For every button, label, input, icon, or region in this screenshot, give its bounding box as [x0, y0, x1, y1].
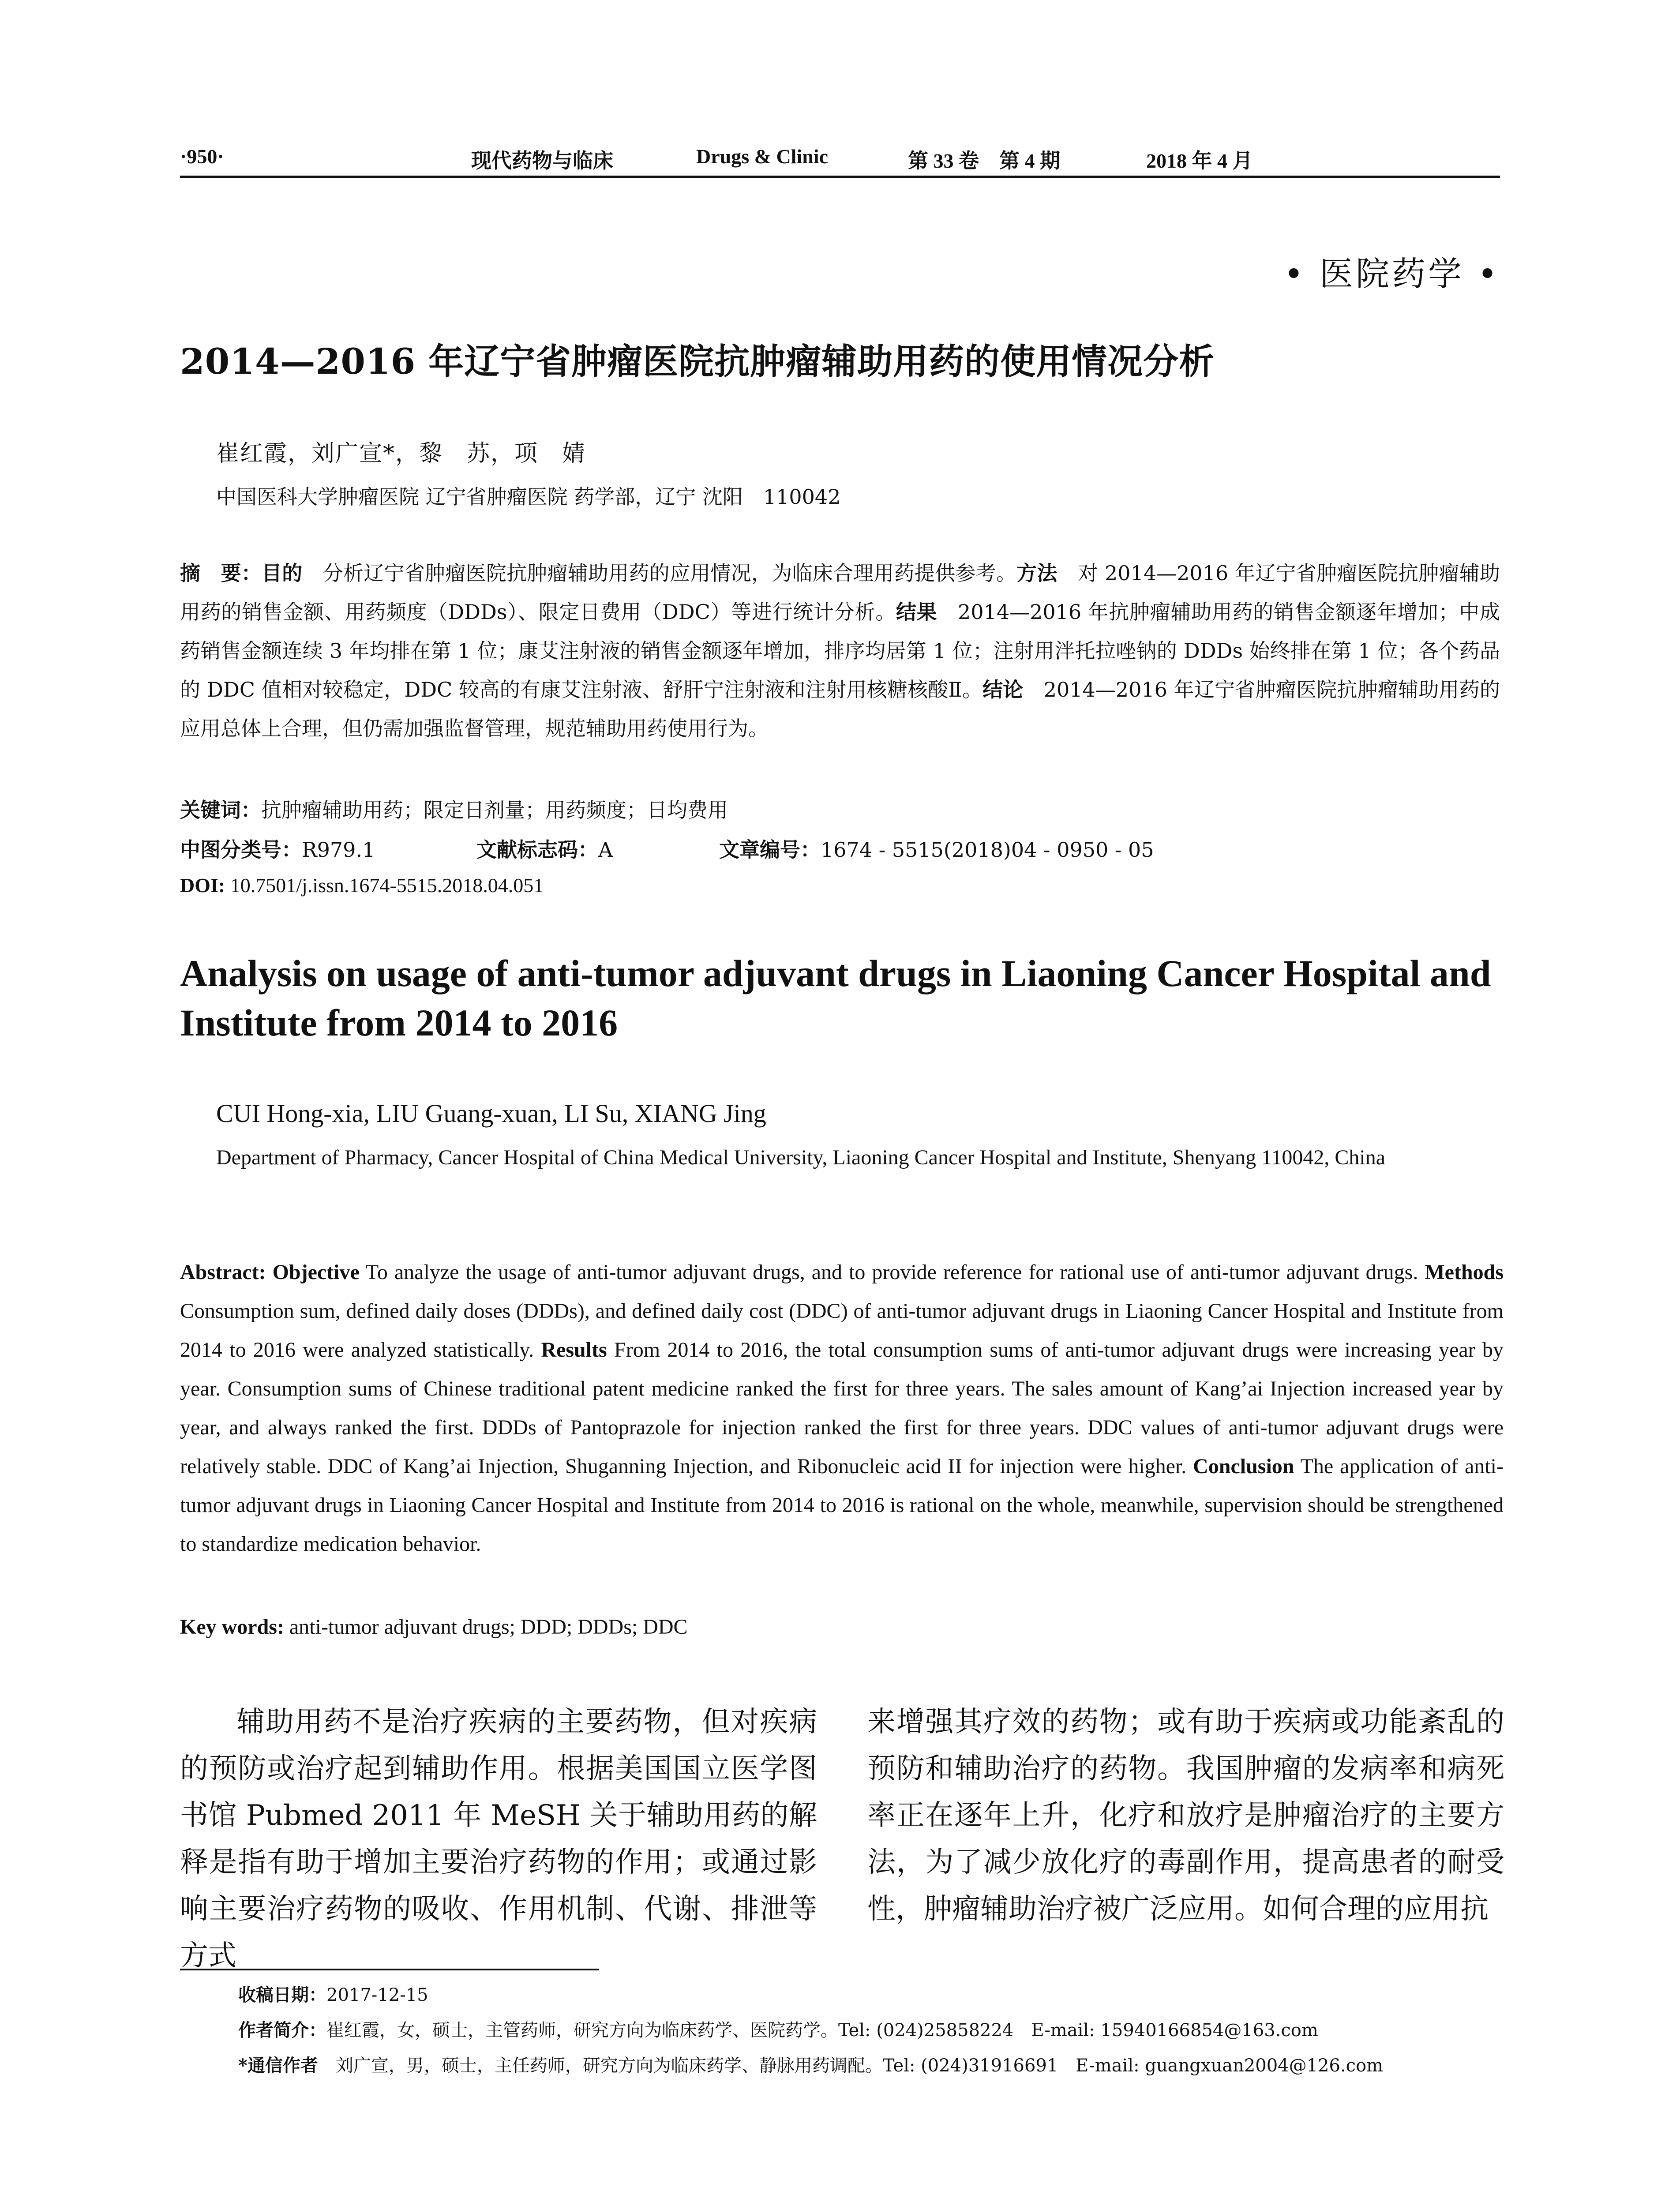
received-date: 2017-12-15	[326, 1985, 428, 2005]
footnote-corresponding-author	[238, 2052, 1383, 2077]
article-title-cn: 2014—2016 年辽宁省肿瘤医院抗肿瘤辅助用药的使用情况分析	[180, 341, 1215, 382]
journal-name-cn: 现代药物与临床	[471, 150, 613, 172]
keywords-label-cn: 关键词：	[180, 798, 261, 822]
footnote-received	[238, 1981, 428, 2006]
objective-text-en: To analyze the usage of anti-tumor adjuvant drugs, and to provide reference for rational use of anti-tumor adjuvant drugs.	[359, 1261, 1425, 1284]
affiliation-cn: 中国医科大学肿瘤医院 辽宁省肿瘤医院 药学部，辽宁 沈阳 110042	[216, 485, 841, 509]
keywords-label-en: Key words:	[180, 1615, 284, 1639]
affiliation-en: Department of Pharmacy, Cancer Hospital of China Medical University, Liaoning Cancer Hospital and Institute, Shenyang 110042, China	[216, 1146, 1386, 1169]
section-tag: • 医院药学 •	[1284, 254, 1500, 293]
methods-label-cn: 方法	[1016, 561, 1058, 585]
classification-line	[180, 834, 1154, 863]
authors-en: CUI Hong-xia, LIU Guang-xuan, LI Su, XIANG Jing	[216, 1099, 766, 1128]
doc-code-label: 文献标志码：	[476, 838, 598, 862]
corresponding-label: *通信作者	[238, 2055, 318, 2076]
author-bio-label: 作者简介：	[238, 2020, 326, 2041]
issue-date: 2018 年 4 月	[1146, 150, 1253, 172]
keywords-text-cn: 抗肿瘤辅助用药；限定日剂量；用药频度；日均费用	[261, 798, 728, 822]
conclusion-label-cn: 结论	[982, 678, 1024, 702]
keywords-cn	[180, 794, 728, 823]
conclusion-label-en: Conclusion	[1193, 1455, 1294, 1478]
article-title-en: Analysis on usage of anti-tumor adjuvant drugs in Liaoning Cancer Hospital and Institute from 2014 to 2016	[180, 952, 1491, 1044]
methods-text-en: Consumption sum, defined daily doses (DDDs), and defined daily cost (DDC) of anti-tumor adjuvant drugs in Liaoning Cancer Hospital and Institute from 2014 to 2016 were analyzed statistically.	[180, 1299, 1504, 1362]
abstract-label-cn: 摘 要：	[180, 561, 262, 585]
body-column-right: 来增强其疗效的药物；或有助于疾病或功能紊乱的预防和辅助治疗的药物。我国肿瘤的发病率和病死率正在逐年上升，化疗和放疗是肿瘤治疗的主要方法，为了减少放化疗的毒副作用，提高患者的耐受性，肿瘤辅助治疗被广泛应用。如何合理的应用抗	[867, 1706, 1504, 1925]
journal-name-en: Drugs & Clinic	[696, 145, 828, 168]
results-label-en: Results	[541, 1338, 607, 1362]
abstract-label-en: Abstract: Objective	[180, 1261, 360, 1284]
article-number-value: 1674 - 5515(2018)04 - 0950 - 05	[821, 838, 1154, 862]
article-number-label: 文章编号：	[719, 838, 821, 862]
doi-line	[180, 874, 544, 897]
doi-value: 10.7501/j.issn.1674-5515.2018.04.051	[225, 874, 544, 897]
running-header	[180, 140, 1500, 178]
objective-label-cn: 目的	[262, 561, 303, 585]
conclusion-text-en: The application of anti-tumor adjuvant drugs in Liaoning Cancer Hospital and Institute from 2014 to 2016 is rational on the whole, meanwhile, supervision should be strengthened to standardize medication behavior.	[180, 1455, 1504, 1556]
keywords-en	[180, 1615, 688, 1639]
volume-issue: 第 33 卷 第 4 期	[908, 150, 1060, 172]
footnote-divider	[180, 1969, 599, 1970]
abstract-cn	[180, 554, 1500, 748]
body-column-left: 辅助用药不是治疗疾病的主要药物，但对疾病的预防或治疗起到辅助作用。根据美国国立医学图书馆 Pubmed 2011 年 MeSH 关于辅助用药的解释是指有助于增加主要治疗药物的作用；或通过影响主要治疗药物的吸收、作用机制、代谢、排泄等方式	[180, 1706, 817, 1972]
objective-text-cn: 分析辽宁省肿瘤医院抗肿瘤辅助用药的应用情况，为临床合理用药提供参考。	[302, 561, 1017, 585]
footnote-author-bio	[238, 2016, 1318, 2041]
results-text-en: From 2014 to 2016, the total consumption sums of anti-tumor adjuvant drugs were increasing year by year. Consumption sums of Chinese traditional patent medicine ranked the first for three years. The sales amount of Kang’ai Injection increased year by year, and always ranked the first. DDDs of Pantoprazole for injection ranked the first for three years. DDC values of anti-tumor adjuvant drugs were relatively stable. DDC of Kang’ai Injection, Shuganning Injection, and Ribonucleic acid II for injection were higher.	[180, 1338, 1504, 1478]
page-number: ·950·	[180, 145, 224, 168]
author-bio-text: 崔红霞，女，硕士，主管药师，研究方向为临床药学、医院药学。Tel: (024)25858224 E-mail: 15940166854@163.com	[326, 2020, 1318, 2041]
clc-label: 中图分类号：	[180, 838, 302, 862]
clc-value: R979.1	[302, 838, 375, 862]
keywords-text-en: anti-tumor adjuvant drugs; DDD; DDDs; DDC	[284, 1615, 688, 1639]
corresponding-text: 刘广宣，男，硕士，主任药师，研究方向为临床药学、静脉用药调配。Tel: (024)31916691 E-mail: guangxuan2004@126.com	[318, 2056, 1384, 2076]
doi-label: DOI:	[180, 874, 225, 897]
methods-label-en: Methods	[1425, 1261, 1504, 1284]
doc-code-value: A	[598, 838, 613, 862]
results-label-cn: 结果	[896, 600, 938, 624]
authors-cn: 崔红霞，刘广宣*，黎 苏，项 婧	[216, 440, 586, 467]
conclusion-text-cn: 2014—2016 年辽宁省肿瘤医院抗肿瘤辅助用药的应用总体上合理，但仍需加强监督管理，规范辅助用药使用行为。	[180, 678, 1500, 740]
methods-text-cn: 对 2014—2016 年辽宁省肿瘤医院抗肿瘤辅助用药的销售金额、用药频度（DDDs）、限定日费用（DDC）等进行统计分析。	[180, 561, 1500, 624]
results-text-cn: 2014—2016 年抗肿瘤辅助用药的销售金额逐年增加；中成药销售金额连续 3 年均排在第 1 位；康艾注射液的销售金额逐年增加，排序均居第 1 位；注射用泮托拉唑钠的 DDDs 始终排在第 1 位；各个药品的 DDC 值相对较稳定，DDC 较高的有康艾注射液、舒肝宁注射液和注射用核糖核酸Ⅱ。	[180, 600, 1500, 702]
received-label: 收稿日期：	[238, 1985, 326, 2005]
abstract-en	[180, 1253, 1504, 1564]
